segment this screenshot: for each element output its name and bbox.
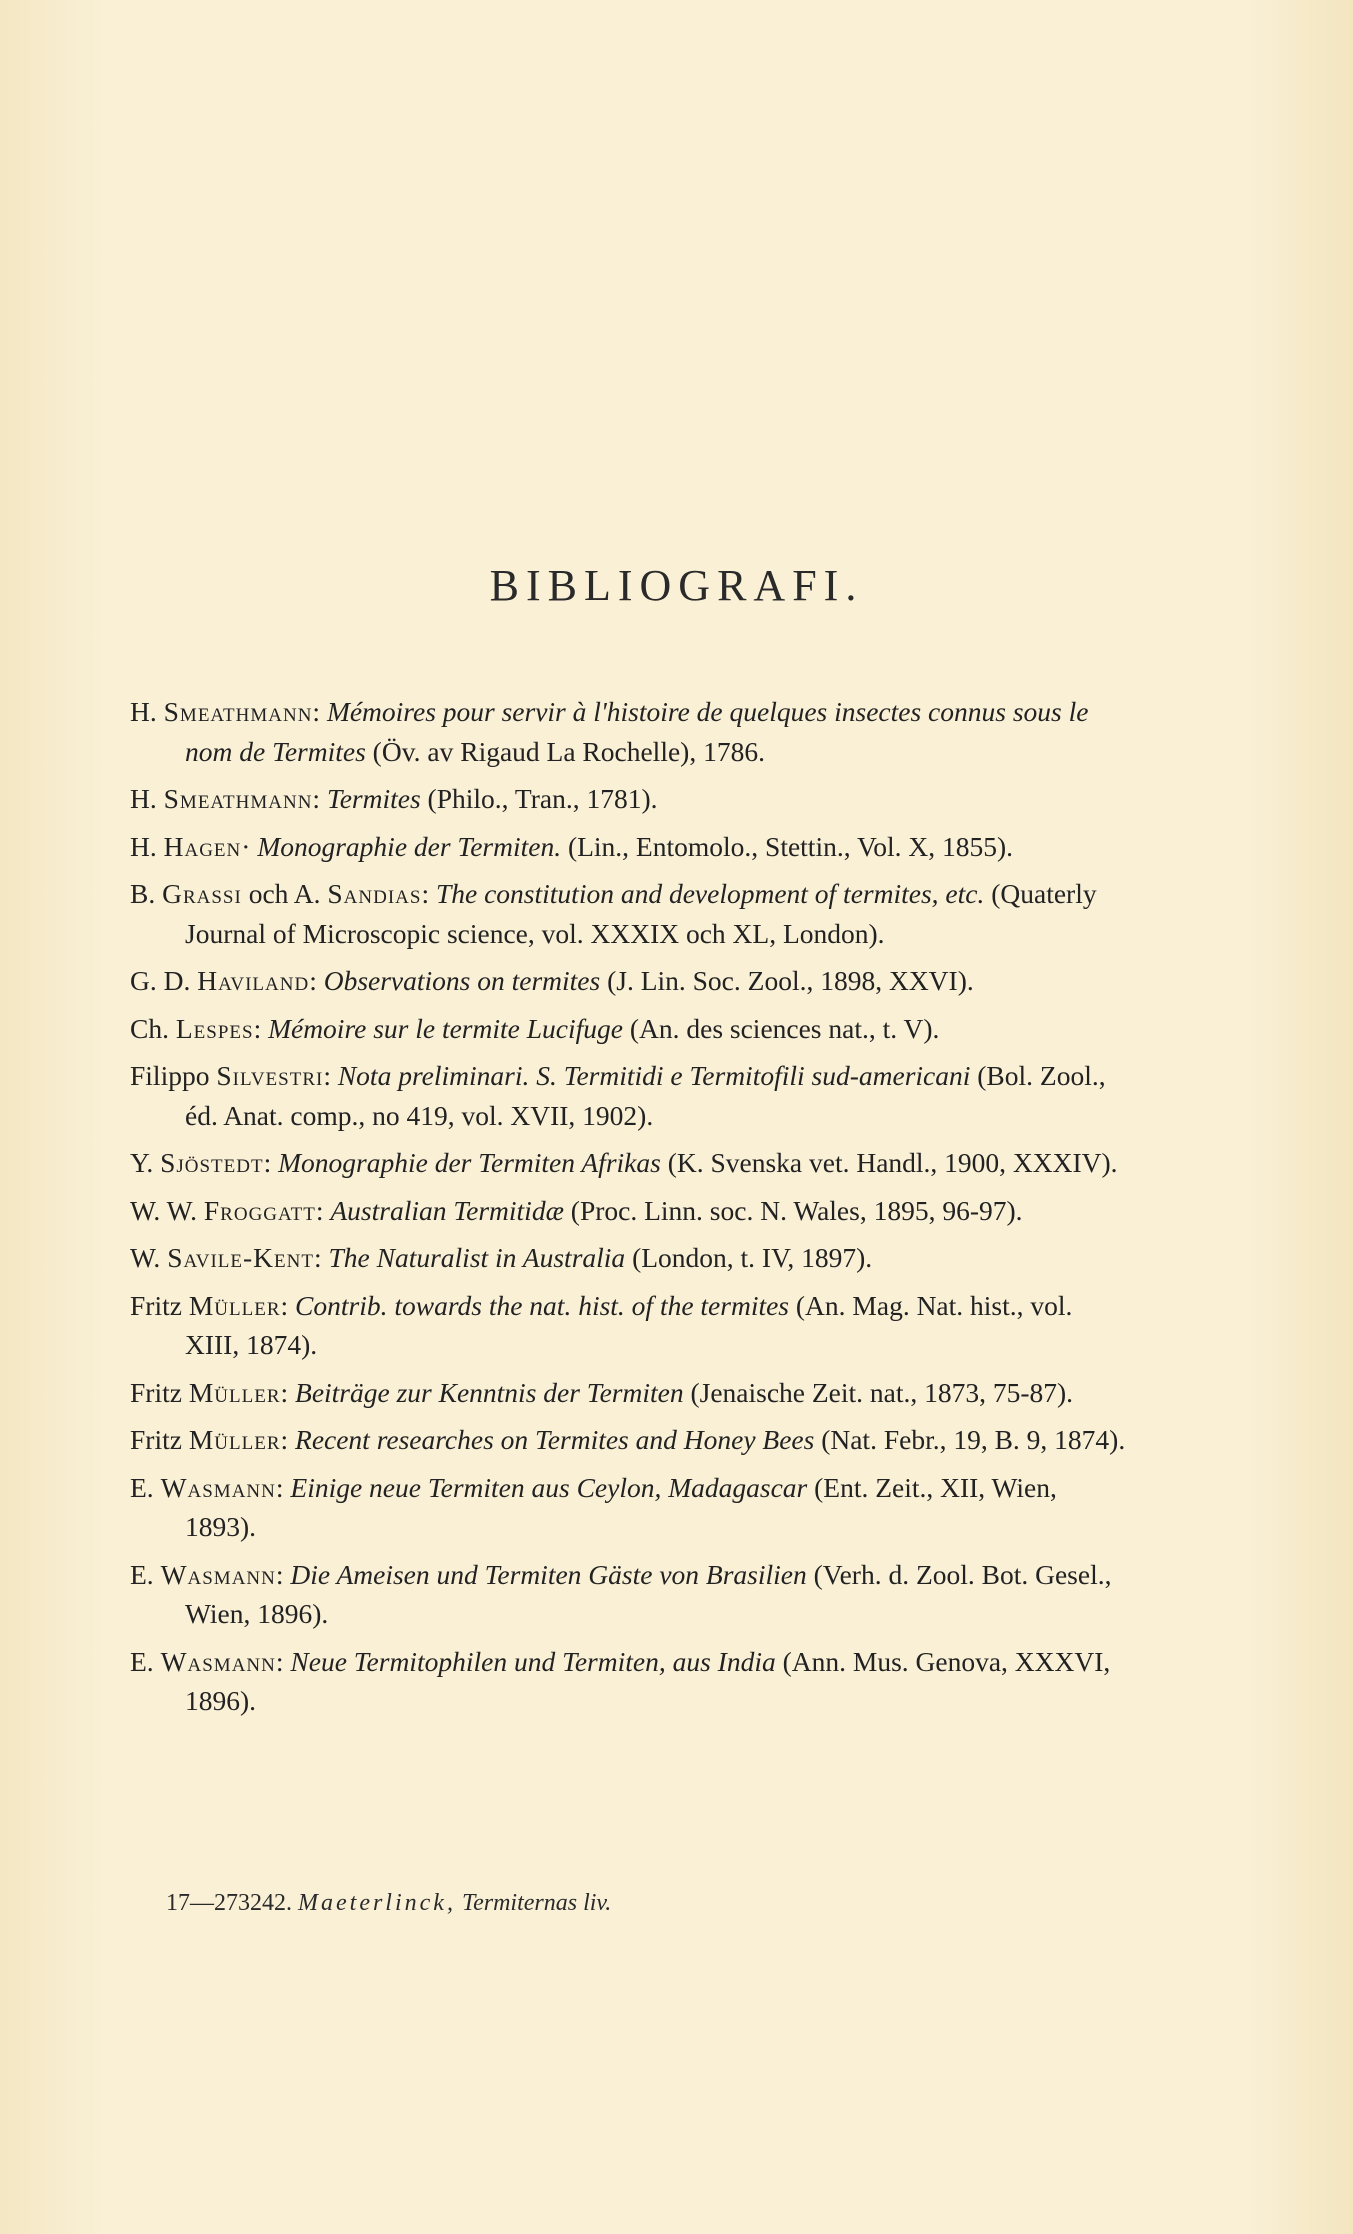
work-title: Recent researches on Termites and Honey Bees [295,1424,815,1455]
bibliography-entry [130,1555,1130,1634]
work-title: Nota preliminari. S. Termitidi e Termitofili sud-americani [337,1060,971,1091]
publication-detail: (Ann. Mus. Genova, XXXVI, 1896). [185,1645,1111,1716]
separator: : [275,1558,291,1590]
sheet-signature: 17—273242. [166,1890,292,1916]
work-title: The Naturalist in Australia [328,1242,626,1273]
author-initials: Fritz [130,1289,189,1321]
author-name: Smeathmann [163,696,313,727]
separator: : [280,1376,296,1408]
bibliography-entry [130,874,1130,953]
author-initials: E. [130,1645,161,1677]
publication-detail: (An. des sciences nat., t. V). [622,1012,940,1044]
bibliography-entry [130,1056,1130,1135]
publication-detail: (Nat. Febr., 19, B. 9, 1874). [814,1424,1126,1455]
publication-detail: (Lin., Entomolo., Stettin., Vol. X, 1855). [561,830,1014,862]
work-title: Beiträge zur Kenntnis der Termiten [295,1376,684,1408]
work-title: Einige neue Termiten aus Ceylon, Madagascar [290,1471,808,1503]
footer-author: Maeterlinck, [298,1890,456,1916]
publication-detail: (Jenaische Zeit. nat., 1873, 75-87). [683,1376,1074,1408]
publication-detail: (Ent. Zeit., XII, Wien, 1893). [185,1471,1057,1542]
bibliography-entry [130,779,1130,819]
author-initials: H. [130,696,164,727]
author-name: Müller [188,1424,281,1455]
author-name: Silvestri [216,1060,324,1091]
work-title: Neue Termitophilen und Termiten, aus India [290,1645,776,1677]
work-title: The constitution and development of termites, etc. [435,878,985,909]
author-initials: Y. [130,1147,161,1178]
author-initials: E. [130,1471,161,1503]
author-initials: G. D. [130,965,198,996]
author-name: Wasmann [160,1558,276,1590]
publication-detail: (Öv. av Rigaud La Rochelle), 1786. [365,735,765,767]
publication-detail: (Quaterly Journal of Microscopic science, vol. XXXIX och XL, London). [185,878,1097,949]
author-initials: W. [130,1242,168,1273]
page-footer [166,1890,611,1917]
separator: : [323,1060,338,1091]
author-name: Müller [188,1376,281,1408]
author-name: Lespes [175,1012,254,1044]
author-name: Sjöstedt [160,1147,264,1178]
author-initials: Filippo [130,1060,217,1091]
work-title: Observations on termites [323,965,601,996]
page-title: BIBLIOGRAFI. [489,561,864,610]
bibliography-entry [130,1468,1130,1547]
bibliography-entry [130,1191,1130,1231]
work-title: Contrib. towards the nat. hist. of the termites [295,1289,790,1321]
bibliography-entry [130,1009,1130,1049]
separator: : [312,696,327,727]
work-title: Australian Termitidæ [330,1194,564,1226]
author-initials: H. [130,830,164,862]
work-title: Monographie der Termiten Afrikas [278,1147,661,1178]
author-initials: B. [130,878,163,909]
separator: · [241,830,258,862]
separator: : [280,1424,296,1455]
publication-detail: (Bol. Zool., éd. Anat. comp., no 419, vol. XVII, 1902). [185,1060,1106,1131]
separator: : [421,878,436,909]
author-initials: Ch. [130,1012,176,1044]
publication-detail: (London, t. IV, 1897). [625,1242,873,1273]
bibliography-entry [130,692,1130,771]
separator: och A. [241,878,328,909]
author-name: Grassi [162,878,242,909]
bibliography-entry [130,1642,1130,1721]
separator: : [315,1194,331,1226]
author-initials: Fritz [130,1376,189,1408]
separator: : [275,1471,291,1503]
author-name: Haviland [197,965,310,996]
separator: : [253,1012,269,1044]
bibliography-entry [130,1420,1130,1460]
bibliography-entry [130,827,1130,867]
bibliography-entry [130,961,1130,1001]
publication-detail: (J. Lin. Soc. Zool., 1898, XXVI). [600,965,974,996]
coauthor-name: Sandias [327,878,422,909]
author-name: Hagen [163,830,242,862]
publication-detail: (K. Svenska vet. Handl., 1900, XXXIV). [660,1147,1118,1178]
bibliography-entry [130,1373,1130,1413]
author-name: Savile-Kent [167,1242,314,1273]
author-name: Froggatt [203,1194,316,1226]
bibliography-entry [130,1238,1130,1278]
work-title: Mémoires pour servir à l'histoire de quelques insectes connus sous le nom de Termites [185,696,1089,767]
footer-book-title: Termiternas liv. [461,1890,612,1916]
separator: : [263,1147,279,1178]
author-initials: H. [130,783,164,814]
separator: : [312,783,327,814]
author-initials: Fritz [130,1424,189,1455]
work-title: Monographie der Termiten. [257,830,562,862]
bibliography-entry [130,1143,1130,1183]
work-title: Termites [326,783,421,814]
publication-detail: (Philo., Tran., 1781). [420,783,658,814]
author-name: Wasmann [160,1471,276,1503]
work-title: Mémoire sur le termite Lucifuge [268,1012,623,1044]
author-initials: W. W. [130,1194,204,1226]
bibliography-entry [130,1286,1130,1365]
author-initials: E. [130,1558,161,1590]
publication-detail: (Proc. Linn. soc. N. Wales, 1895, 96-97). [563,1194,1023,1226]
author-name: Smeathmann [163,783,313,814]
publication-detail: (Verh. d. Zool. Bot. Gesel., Wien, 1896). [185,1558,1112,1629]
separator: : [280,1289,296,1321]
separator: : [309,965,324,996]
author-name: Wasmann [160,1645,276,1677]
separator: : [275,1645,291,1677]
work-title: Die Ameisen und Termiten Gäste von Brasilien [290,1558,807,1590]
bibliography-list [130,692,1130,1729]
author-name: Müller [188,1289,281,1321]
separator: : [313,1242,329,1273]
publication-detail: (An. Mag. Nat. hist., vol. XIII, 1874). [185,1289,1073,1360]
